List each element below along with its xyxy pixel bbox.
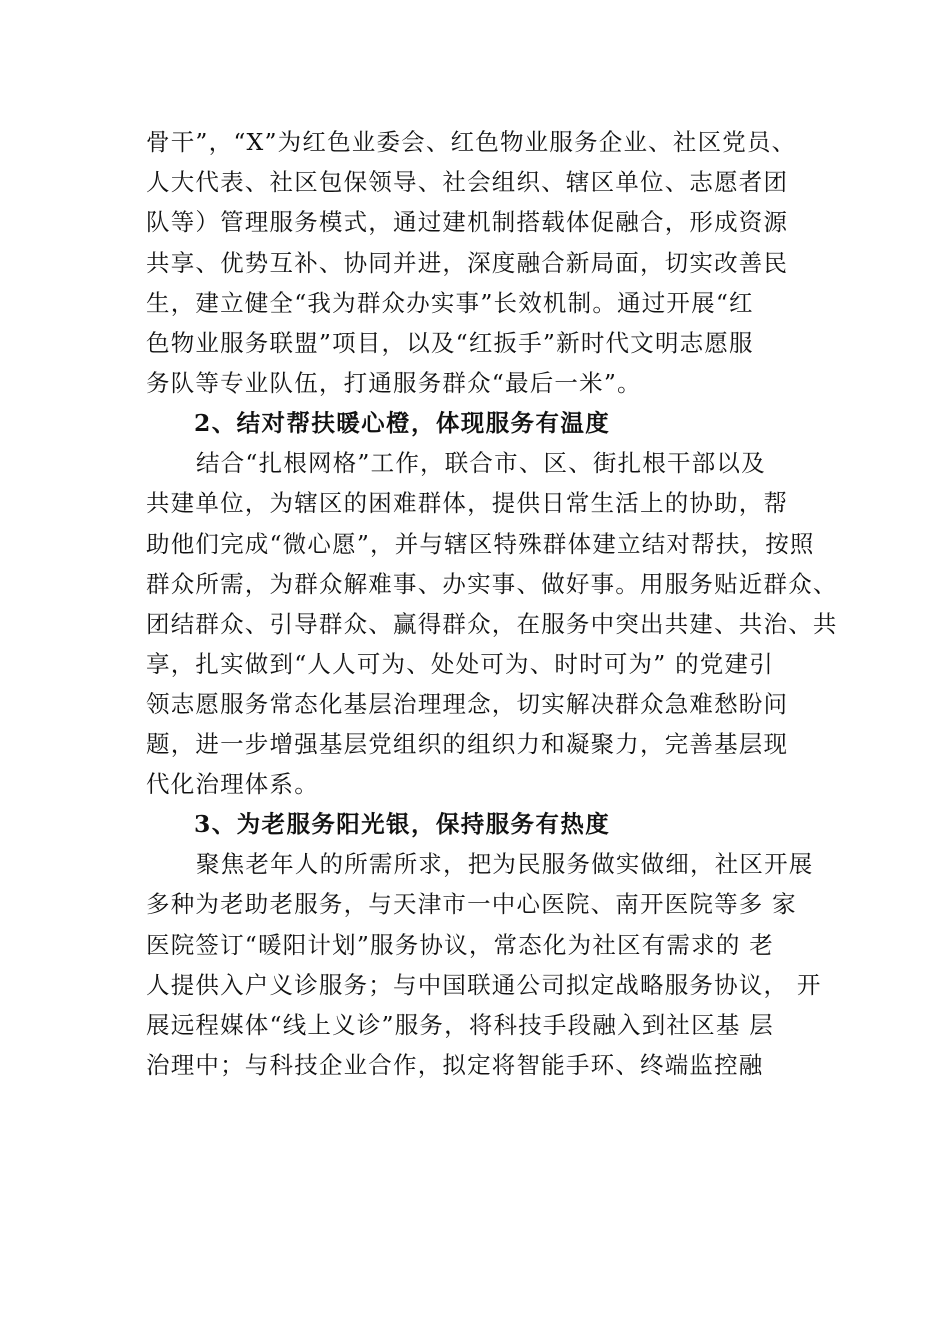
body-text-line: 共建单位，为辖区的困难群体，提供日常生活上的协助，帮 [146, 489, 789, 517]
body-text-line: 代化治理体系。 [146, 770, 319, 798]
body-text-line: 治理中；与科技企业合作，拟定将智能手环、终端监控融 [146, 1051, 764, 1079]
body-text-line: 色物业服务联盟”项目，以及“红扳手”新时代文明志愿服 [146, 329, 754, 357]
body-text-line: 生，建立健全“我为群众办实事”长效机制。通过开展“红 [146, 289, 754, 317]
body-text-line: 队等）管理服务模式，通过建机制搭载体促融合，形成资源 [146, 208, 789, 236]
body-text-line: 助他们完成“微心愿”，并与辖区特殊群体建立结对帮扶，按照 [146, 530, 815, 558]
body-text-line: 骨干”，“X”为红色业委会、红色物业服务企业、社区党员、 [146, 128, 797, 156]
body-text-line: 展远程媒体“线上义诊”服务，将科技手段融入到社区基 层 [146, 1011, 774, 1039]
body-text-line: 人大代表、社区包保领导、社会组织、辖区单位、志愿者团 [146, 168, 789, 196]
body-text-line: 团结群众、引导群众、赢得群众，在服务中突出共建、共治、共 [146, 610, 838, 638]
section-heading-2: 2、结对帮扶暖心橙，体现服务有温度 [194, 409, 611, 437]
body-text-line: 医院签订“暖阳计划”服务协议，常态化为社区有需求的 老 [146, 931, 774, 959]
body-text-line: 多种为老助老服务，与天津市一中心医院、南开医院等多 家 [146, 890, 797, 918]
section-heading-3: 3、为老服务阳光银，保持服务有热度 [194, 810, 611, 838]
body-text-line: 题，进一步增强基层党组织的组织力和凝聚力，完善基层现 [146, 730, 789, 758]
paragraph-first-line: 聚焦老年人的所需所求，把为民服务做实做细，社区开展 [196, 850, 814, 878]
body-text-line: 务队等专业队伍，打通服务群众“最后一米”。 [146, 369, 642, 397]
paragraph-first-line: 结合“扎根网格”工作，联合市、区、街扎根干部以及 [196, 449, 766, 477]
body-text-line: 群众所需，为群众解难事、办实事、做好事。用服务贴近群众、 [146, 570, 838, 598]
body-text-line: 领志愿服务常态化基层治理理念，切实解决群众急难愁盼问 [146, 690, 789, 718]
body-text-line: 共享、优势互补、协同并进，深度融合新局面，切实改善民 [146, 249, 789, 277]
body-text-line: 人提供入户义诊服务；与中国联通公司拟定战略服务协议， 开 [146, 971, 822, 999]
body-text-line: 享，扎实做到“人人可为、处处可为、时时可为” 的党建引 [146, 650, 774, 678]
